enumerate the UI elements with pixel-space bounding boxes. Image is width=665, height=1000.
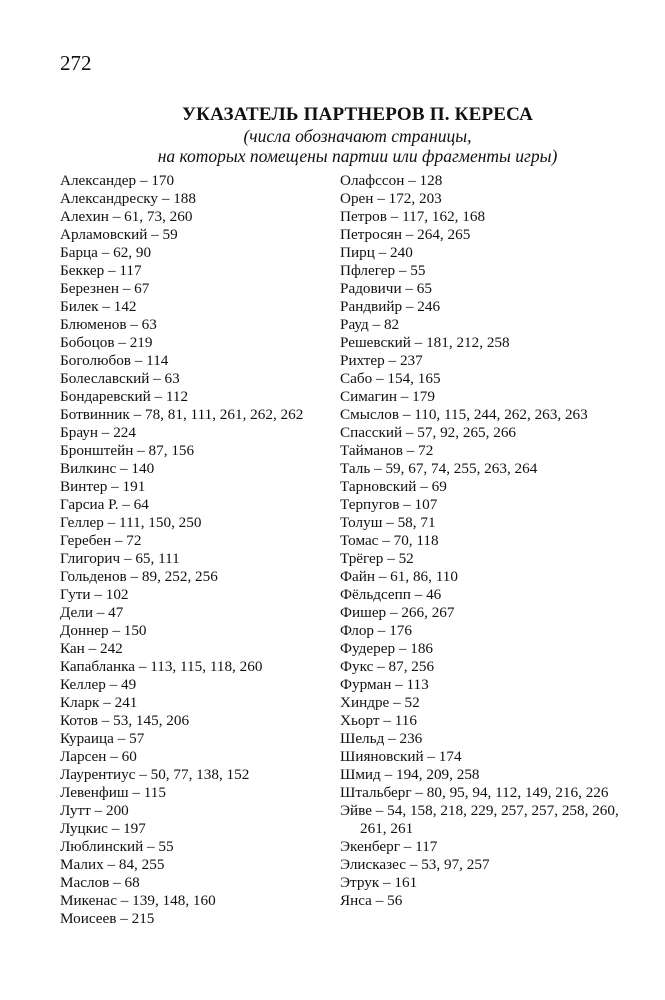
index-title: УКАЗАТЕЛЬ ПАРТНЕРОВ П. КЕРЕСА: [181, 104, 534, 125]
index-entry: Файн – 61, 86, 110: [340, 568, 458, 585]
index-entry: Микенас – 139, 148, 160: [60, 892, 216, 909]
index-entry: Орен – 172, 203: [340, 190, 442, 207]
index-entry: Толуш – 58, 71: [340, 514, 436, 531]
index-entry: Шельд – 236: [340, 730, 423, 747]
index-entry: Шияновский – 174: [340, 748, 462, 765]
index-entry: Эйве – 54, 158, 218, 229, 257, 257, 258, 260, 261, 261: [340, 802, 619, 837]
index-subtitle-line-1: (числа обозначают страницы,: [243, 126, 472, 146]
index-entry: Малих – 84, 255: [60, 856, 165, 873]
index-entry: Томас – 70, 118: [340, 532, 439, 549]
index-entry: Доннер – 150: [60, 622, 147, 639]
index-entry: Фишер – 266, 267: [340, 604, 455, 621]
index-entry: Дели – 47: [60, 604, 124, 621]
index-entry: Петров – 117, 162, 168: [340, 208, 486, 225]
index-entry: Таль – 59, 67, 74, 255, 263, 264: [340, 460, 538, 477]
index-entry: Винтер – 191: [60, 478, 146, 495]
index-entry: Пфлегер – 55: [340, 262, 426, 279]
index-entry: Флор – 176: [340, 622, 412, 639]
index-entry: Хьорт – 116: [340, 712, 417, 729]
index-left-column: [60, 172, 330, 928]
index-entry: Сабо – 154, 165: [340, 370, 441, 387]
index-entry: Кан – 242: [60, 640, 123, 657]
index-entry: Олафссон – 128: [340, 172, 443, 189]
index-entry: Рандвийр – 246: [340, 298, 441, 315]
index-entry: Хиндре – 52: [340, 694, 420, 711]
index-entry: Маслов – 68: [60, 874, 140, 891]
index-entry: Тайманов – 72: [340, 442, 434, 459]
index-entry: Гольденов – 89, 252, 256: [60, 568, 218, 585]
index-entry: Рауд – 82: [340, 316, 400, 333]
index-entry: Фукс – 87, 256: [340, 658, 435, 675]
index-entry: Левенфиш – 115: [60, 784, 166, 801]
index-entry: Геллер – 111, 150, 250: [60, 514, 202, 531]
index-entry: Фурман – 113: [340, 676, 429, 693]
index-entry: Моисеев – 215: [60, 910, 155, 927]
index-right-column: [340, 172, 630, 910]
index-entry: Смыслов – 110, 115, 244, 262, 263, 263: [340, 406, 588, 423]
index-entry: Шмид – 194, 209, 258: [340, 766, 480, 783]
index-entry: Симагин – 179: [340, 388, 435, 405]
index-entry: Штальберг – 80, 95, 94, 112, 149, 216, 226: [340, 784, 609, 801]
index-entry: Фёльдсепп – 46: [340, 586, 442, 603]
index-entry: Рихтер – 237: [340, 352, 423, 369]
index-entry: Люблинский – 55: [60, 838, 174, 855]
index-entry: Тарновский – 69: [340, 478, 447, 495]
index-entry: Боголюбов – 114: [60, 352, 169, 369]
index-entry: Келлер – 49: [60, 676, 137, 693]
index-entry: Ботвинник – 78, 81, 111, 261, 262, 262: [60, 406, 304, 423]
index-entry: Вилкинс – 140: [60, 460, 155, 477]
index-entry: Березнен – 67: [60, 280, 150, 297]
index-entry: Пирц – 240: [340, 244, 413, 261]
index-entry: Александреску – 188: [60, 190, 196, 207]
index-entry: Гути – 102: [60, 586, 129, 603]
index-entry: Билек – 142: [60, 298, 137, 315]
index-entry: Бобоцов – 219: [60, 334, 153, 351]
index-entry: Янса – 56: [340, 892, 403, 909]
index-entry: Барца – 62, 90: [60, 244, 152, 261]
index-entry: Беккер – 117: [60, 262, 142, 279]
index-entry: Ларсен – 60: [60, 748, 137, 765]
index-entry: Капабланка – 113, 115, 118, 260: [60, 658, 263, 675]
index-entry: Алехин – 61, 73, 260: [60, 208, 193, 225]
index-entry: Терпугов – 107: [340, 496, 438, 513]
index-entry: Луцкис – 197: [60, 820, 146, 837]
index-entry: Блюменов – 63: [60, 316, 157, 333]
index-entry: Радовичи – 65: [340, 280, 432, 297]
index-entry: Спасский – 57, 92, 265, 266: [340, 424, 517, 441]
index-entry: Фудерер – 186: [340, 640, 434, 657]
index-entry: Петросян – 264, 265: [340, 226, 471, 243]
index-entry: Кураица – 57: [60, 730, 145, 747]
index-entry: Экенберг – 117: [340, 838, 438, 855]
index-entry: Лутт – 200: [60, 802, 129, 819]
index-entry: Браун – 224: [60, 424, 136, 441]
index-entry: Элисказес – 53, 97, 257: [340, 856, 490, 873]
index-entry: Арламовский – 59: [60, 226, 178, 243]
index-entry: Бронштейн – 87, 156: [60, 442, 195, 459]
index-header: [0, 104, 665, 166]
index-entry: Котов – 53, 145, 206: [60, 712, 190, 729]
index-entry: Александер – 170: [60, 172, 175, 189]
index-entry: Лаурентиус – 50, 77, 138, 152: [60, 766, 250, 783]
index-entry: Трёгер – 52: [340, 550, 414, 567]
index-entry: Этрук – 161: [340, 874, 418, 891]
index-entry: Гарсиа Р. – 64: [60, 496, 149, 513]
index-entry: Бондаревский – 112: [60, 388, 189, 405]
index-entry: Кларк – 241: [60, 694, 138, 711]
index-entry: Геребен – 72: [60, 532, 142, 549]
index-entry: Болеславский – 63: [60, 370, 180, 387]
index-entry: Глигорич – 65, 111: [60, 550, 180, 567]
index-subtitle-line-2: на которых помещены партии или фрагменты игры): [157, 146, 558, 166]
index-entry: Решевский – 181, 212, 258: [340, 334, 510, 351]
page-number: 272: [60, 51, 92, 75]
